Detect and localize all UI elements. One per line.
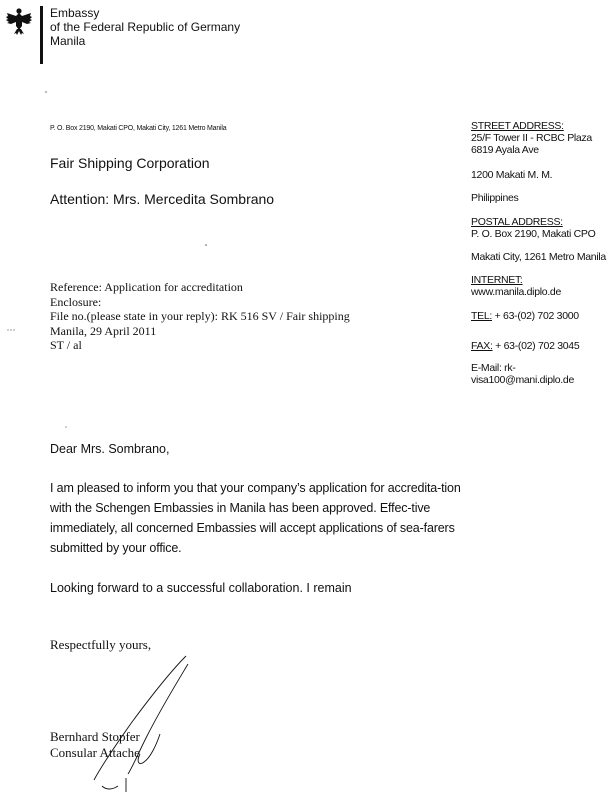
- postal-line: P. O. Box 2190, Makati CPO: [471, 228, 596, 240]
- internet-heading: INTERNET:: [471, 274, 523, 286]
- country: Philippines: [471, 192, 519, 204]
- email-link[interactable]: visa100@mani.diplo.de: [471, 374, 575, 386]
- date-line: Manila, 29 April 2011: [50, 323, 157, 338]
- letterhead: [50, 6, 240, 48]
- fax-value: + 63-(02) 702 3045: [492, 340, 580, 352]
- postal-line: Makati City, 1261 Metro Manila: [471, 251, 606, 263]
- initials-line: ST / al: [50, 338, 82, 352]
- sender-address: P. O. Box 2190, Makati CPO, Makati City, 1261 Metro Manila: [50, 125, 227, 132]
- fax-label: FAX:: [471, 340, 493, 352]
- enclosure-line: Enclosure:: [50, 294, 102, 309]
- letterhead-line: of the Federal Republic of Germany: [50, 20, 241, 34]
- reference-block: [50, 280, 350, 353]
- salutation: Dear Mrs. Sombrano,: [50, 442, 170, 456]
- tel-value: + 63-(02) 702 3000: [491, 310, 579, 322]
- street-line: 6819 Ayala Ave: [471, 144, 539, 156]
- website-link[interactable]: www.manila.diplo.de: [471, 286, 562, 298]
- signer-title: Consular Attache: [50, 745, 140, 760]
- recipient-company: Fair Shipping Corporation: [50, 155, 210, 171]
- body-paragraph: Looking forward to a successful collaboration. I remain: [50, 581, 352, 595]
- telephone: [471, 310, 579, 322]
- street-line: 25/F Tower II - RCBC Plaza: [471, 132, 592, 144]
- tel-label: TEL:: [471, 310, 492, 322]
- closing-phrase: Respectfully yours,: [50, 637, 152, 652]
- email-line: E-Mail: rk-: [471, 362, 516, 374]
- signer-block: [50, 729, 140, 761]
- letterhead-divider: [40, 6, 43, 64]
- signature-mark: [60, 650, 200, 792]
- letterhead-line: Embassy: [50, 6, 100, 20]
- street-address-heading: STREET ADDRESS:: [471, 120, 564, 132]
- reference-line: Reference: Application for accreditation: [50, 280, 243, 294]
- street-line: 1200 Makati M. M.: [471, 169, 553, 181]
- eagle-emblem-icon: [4, 6, 34, 36]
- letterhead-line: Manila: [50, 34, 86, 48]
- file-number-line: File no.(please state in your reply): RK 516 SV / Fair shipping: [50, 309, 350, 323]
- body-paragraph: I am pleased to inform you that your company’s application for accredita-tion with the Schengen Embassies in Manila has been approved. Effec-tive immediately, all concerned Embassies will accept applications of sea-farers submitted by your office.: [50, 481, 461, 555]
- recipient-attention: Attention: Mrs. Mercedita Sombrano: [50, 191, 275, 207]
- postal-address-heading: POSTAL ADDRESS:: [471, 216, 563, 228]
- signer-name: Bernhard Stopfer: [50, 729, 140, 744]
- fax: [471, 340, 579, 352]
